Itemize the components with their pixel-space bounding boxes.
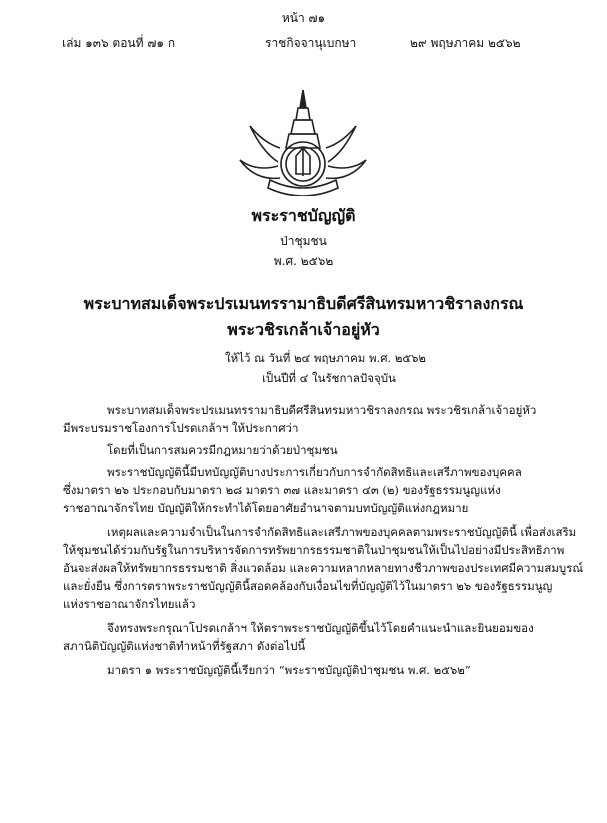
paragraph-line: โดยที่เป็นการสมควรมีกฎหมายว่าด้วยป่าชุมชน [107,443,338,457]
document-subject: ป่าชุมชน [280,234,327,248]
paragraph-line: ซึ่งมาตรา ๒๖ ประกอบกับมาตรา ๒๘ มาตรา ๓๗ และมาตรา ๔๓ (๒) ของรัฐธรรมนูญแห่ง [63,483,501,497]
section-one: มาตรา ๑ พระราชบัญญัตินี้เรียกว่า “พระราชบัญญัติป่าชุมชน พ.ศ. ๒๕๖๒” [107,663,471,677]
gazette-volume: เล่ม ๑๓๖ ตอนที่ ๗๑ ก [62,36,176,50]
given-date: ให้ไว้ ณ วันที่ ๒๔ พฤษภาคม พ.ศ. ๒๕๖๒ [225,351,427,365]
paragraph-line: ให้ชุมชนได้ร่วมกับรัฐในการบริหารจัดการทรัพยากรธรรมชาติในป่าชุมชนให้เป็นไปอย่างมีประสิทธิภาพ [63,543,565,557]
king-name-line-2: พระวชิรเกล้าเจ้าอยู่หัว [227,320,380,339]
gazette-date: ๒๙ พฤษภาคม ๒๕๖๒ [410,36,521,50]
paragraph-line: และยั่งยืน ซึ่งการตราพระราชบัญญัตินี้สอดคล้องกับเงื่อนไขที่บัญญัติไว้ในมาตรา ๒๖ ของรัฐธรรมนูญ [63,579,553,593]
page-number: หน้า ๗๑ [281,11,326,25]
document-type: พระราชบัญญัติ [251,206,356,225]
document-year: พ.ศ. ๒๕๖๒ [273,254,334,268]
king-name-line-1: พระบาทสมเด็จพระปรเมนทรรามาธิบดีศรีสินทรมหาวชิราลงกรณ [83,294,524,313]
reign-year: เป็นปีที่ ๔ ในรัชกาลปัจจุบัน [262,371,396,385]
paragraph-line: สภานิติบัญญัติแห่งชาติทำหน้าที่รัฐสภา ดังต่อไปนี้ [63,639,306,653]
paragraph-line: เหตุผลและความจำเป็นในการจำกัดสิทธิและเสรีภาพของบุคคลตามพระราชบัญญัตินี้ เพื่อส่งเสริม [107,525,577,539]
royal-seal-emblem-icon [228,86,378,196]
paragraph-line: ราชอาณาจักรไทย บัญญัติให้กระทำได้โดยอาศัยอำนาจตามบทบัญญัติแห่งกฎหมาย [63,501,469,515]
paragraph-line: แห่งราชอาณาจักรไทยแล้ว [63,597,196,611]
gazette-name: ราชกิจจานุเบกษา [265,36,357,50]
paragraph-line: มีพระบรมราชโองการโปรดเกล้าฯ ให้ประกาศว่า [63,421,299,435]
paragraph-line: พระราชบัญญัตินี้มีบทบัญญัติบางประการเกี่ยวกับการจำกัดสิทธิและเสรีภาพของบุคคล [107,465,522,479]
paragraph-line: จึงทรงพระกรุณาโปรดเกล้าฯ ให้ตราพระราชบัญญัติขึ้นไว้โดยคำแนะนำและยินยอมของ [107,621,534,635]
paragraph-line: อันจะส่งผลให้ทรัพยากรธรรมชาติ สิ่งแวดล้อม และความหลากหลายทางชีวภาพของประเทศมีความสมบูรณ์ [63,561,584,575]
paragraph-line: พระบาทสมเด็จพระปรเมนทรรามาธิบดีศรีสินทรมหาวชิราลงกรณ พระวชิรเกล้าเจ้าอยู่หัว [107,403,537,417]
